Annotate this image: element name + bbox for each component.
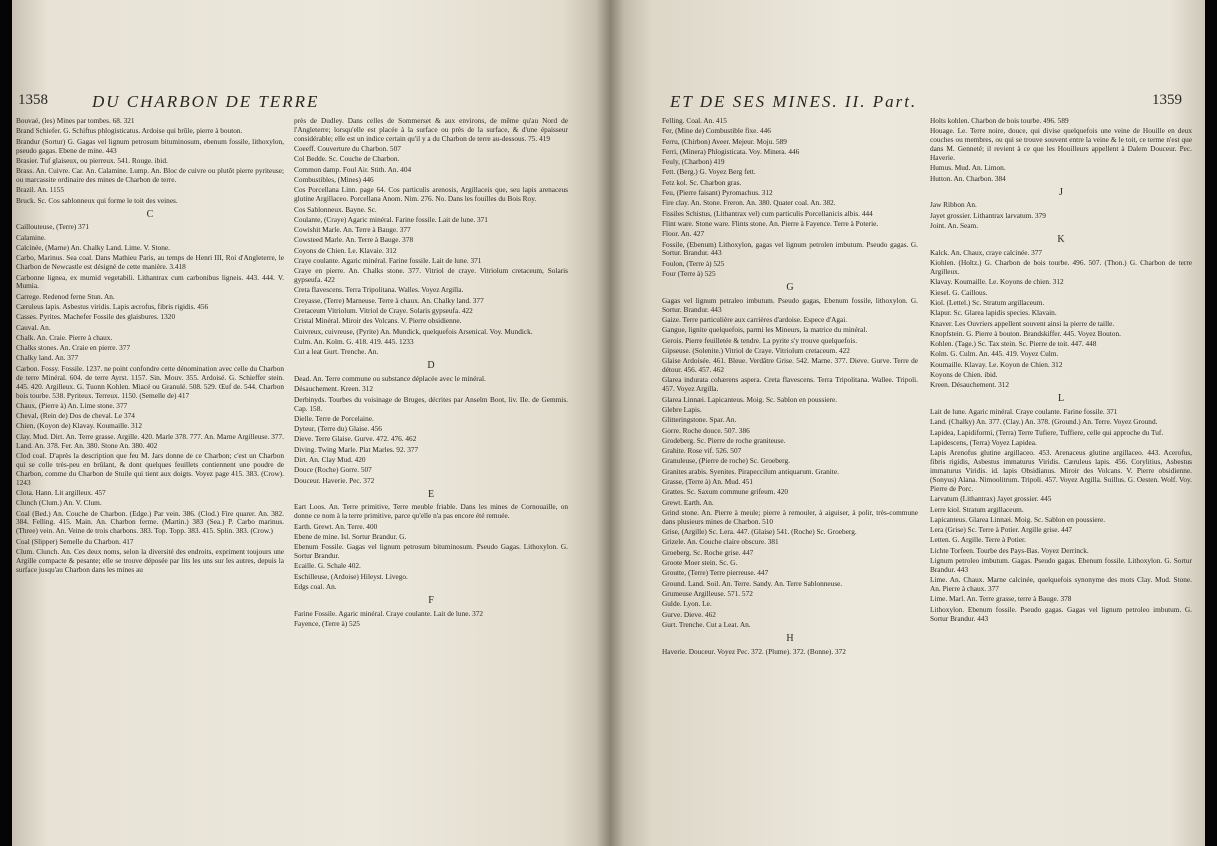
- index-entry: Gipseuse. (Solenite.) Vitriol de Craye. Vitriolum cretaceum. 422: [662, 345, 850, 355]
- index-entry: Gerois. Pierre feuilletée & tendre. La pyrite s'y trouve quelquefois.: [662, 335, 858, 345]
- index-entry: Kreen. Désauchement. 312: [930, 380, 1010, 390]
- index-entry: Brasier. Tuf glaiseux, ou pierreux. 541. Rouge. ibid.: [16, 155, 168, 165]
- index-entry: Common damp. Foul Air. Stith. An. 404: [294, 164, 412, 174]
- index-entry: Kalck. An. Chaux, craye calcinée. 377: [930, 247, 1043, 257]
- index-entry: Lapidea, Lapidiformi, (Terra) Terre Tufiere, Tuffiere, celle qui approche du Tuf.: [930, 427, 1164, 437]
- index-entry: Ebene de mine. Isl. Sortur Brandur. G.: [294, 531, 407, 541]
- index-entry: Haverie. Douceur. Voyez Pec. 372. (Plume). 372. (Bonne). 372: [662, 646, 846, 656]
- index-entry: Fossile, (Ebenum) Lithoxylon, gagas vel lignum petrolen imbutum. Pseudo gagas. G. Sortur. Brandur. 443: [662, 239, 918, 258]
- left-page-number: 1358: [18, 92, 48, 108]
- index-entry: Groutte, (Terre) Terre pierreuse. 447: [662, 568, 769, 578]
- index-entry: Glarea Linnæi. Lapicanteus. Moig. Sc. Sablon en poussiere.: [662, 394, 838, 404]
- index-entry: Groote Moer stein. Sc. G.: [662, 558, 738, 568]
- section-letter: G: [786, 281, 794, 293]
- section-letter: J: [1059, 186, 1063, 198]
- index-entry: Humus. Mud. An. Limon.: [930, 163, 1006, 173]
- index-entry: Fetz kol. Sc. Charbon gras.: [662, 177, 742, 187]
- index-entry: Lerre kiol. Stratum argillaceum.: [930, 504, 1024, 514]
- index-entry: Brazil. An. 1155: [16, 185, 64, 195]
- index-entry: Craye en pierre. An. Chalks stone. 377. Vitriol de craye. Vitriolum cretaceum, Solaris gypseufa. 422: [294, 266, 568, 285]
- index-entry: Lime. Marl. An. Terre grasse, terre à Bauge. 378: [930, 594, 1072, 604]
- index-entry: Cauval. An.: [16, 322, 51, 332]
- index-entry: Clod coal. D'après la description que feu M. Jars donne de ce Charbon; c'est un Charbon qui se colle très-peu en brûlant, & dont quelques feuillets contiennent une poudre de Charbon, comme du Charbon de Stuile qui tient aux doigts. Voyez page 415. 383. (Crow). 1243: [16, 450, 284, 487]
- index-entry: Lapicanteus. Glarea Linnæi. Moig. Sc. Sablon en poussiere.: [930, 514, 1106, 524]
- index-entry: Eschilleuse, (Ardoise) Hileyst. Livego.: [294, 571, 408, 581]
- index-entry: Gurve. Dieve. 462: [662, 609, 716, 619]
- index-entry: Gorre. Roche douce. 507. 386: [662, 425, 750, 435]
- index-entry: Kohlen. (Tage.) Sc. Tax stein. Sc. Pierre de toit. 447. 448: [930, 339, 1097, 349]
- index-entry: Eart Loos. An. Terre primitive, Terre meuble friable. Dans les mines de Cornouaille, on donne ce nom à la terre primitive, parce qu'elle n'a pas encore été remuée.: [294, 502, 568, 521]
- index-entry: Chalk. An. Craie. Pierre à chaux.: [16, 332, 113, 342]
- index-entry: Lignum petroleo imbutum. Gagas. Pseudo gagas. Ebenum fossile. Lithoxylon. G. Sortur Brandur. 443: [930, 556, 1192, 574]
- index-entry: Coeeff. Couverture du Charbon. 507: [294, 144, 401, 154]
- index-entry: Grodeberg. Sc. Pierre de roche graniteuse.: [662, 435, 786, 445]
- index-entry: Houage. Le. Terre noire, douce, qui divise quelquefois une veine de Houille en deux couches ou membres, ou qui se trouve souvent entre la veine & le toit, ce terme n'est que dans M. Genneté; il revient à ce que les Houilleurs appellent à Dalem Douceur. Pec. Haverie.: [930, 126, 1192, 163]
- index-entry: Coulante, (Craye) Agaric minéral. Farine fossile. Lait de lune. 371: [294, 214, 488, 224]
- left-running-title: DU CHARBON DE TERRE: [92, 92, 320, 111]
- index-entry: Coal (Slipper) Semelle du Charbon. 417: [16, 536, 134, 546]
- right-page: [610, 0, 1205, 846]
- index-entry: Craye coulante. Agaric minéral. Farine fossile. Lait de lune. 371: [294, 255, 482, 265]
- section-letter: C: [146, 208, 154, 220]
- index-entry: Jayet grossier. Lithantrax larvatum. 379: [930, 210, 1046, 220]
- index-entry: Casses. Pyrites. Machefer Fossile des glaisbures. 1320: [16, 312, 176, 322]
- index-entry: Cowishit Marle. An. Terre à Bauge. 377: [294, 225, 411, 235]
- index-entry: Grewt. Earth. An.: [662, 497, 714, 507]
- index-entry: Bruck. Sc. Cos sablonneux qui forme le toit des veines.: [16, 195, 178, 205]
- index-entry: Knaver. Les Ouvriers appellent souvent ainsi la pierre de taille.: [930, 318, 1115, 328]
- index-entry: Douceur. Haverie. Pec. 372: [294, 475, 375, 485]
- index-entry: Kiol. (Lettel.) Sc. Stratum argillaceum.: [930, 297, 1045, 307]
- index-entry: Culm. An. Kolm. G. 418. 419. 445. 1233: [294, 336, 414, 346]
- index-entry: Cheval, (Rein de) Dos de cheval. Le 374: [16, 411, 135, 421]
- index-entry: Clum. Clunch. An. Ces deux noms, selon la diversité des endroits, expriment toujours une Argille compacte & pesante; elle se trouve déposée par lits les uns sur les autres, depuis la surface jusqu'au Charbon dans les mines au: [16, 546, 284, 574]
- index-entry: Fayence, (Terre à) 525: [294, 619, 360, 629]
- index-entry: Caillouteuse, (Terre) 371: [16, 222, 90, 232]
- index-entry: Holts kohlen. Charbon de bois tourbe. 496. 589: [930, 116, 1069, 125]
- index-entry: Grizele. An. Couche claire obscure. 381: [662, 537, 779, 547]
- index-entry: Grumeuse Argilleuse. 571. 572: [662, 588, 753, 598]
- index-entry: Kiesel. G. Caillous.: [930, 287, 988, 297]
- index-entry: Cæruleus lapis. Asbestus viridis. Lapis æcrofus, fibris rigidis. 456: [16, 302, 209, 311]
- index-entry: Fissiles Schistus, (Lithantrax vel) cum particulis Porcellanicis albis. 444: [662, 208, 873, 218]
- index-entry: Cos Sablonneux. Bayne. Sc.: [294, 204, 377, 214]
- index-entry: Douce (Roche) Gorre. 507: [294, 465, 372, 475]
- index-entry: Désauchement. Kreen. 312: [294, 384, 374, 394]
- index-entry: Dieve. Terre Glaise. Gurve. 472. 476. 462: [294, 434, 417, 444]
- index-entry: Glebre Lapis.: [662, 404, 702, 414]
- index-entry: Carbo, Marinus. Sea coal. Dans Mathieu Paris, au temps de Henri III, Roi d'Angleterre, le Charbon de Newcastle est désigné de cette manière. 3.418: [16, 253, 284, 272]
- index-entry: Creyasse, (Terre) Marneuse. Terre à chaux. An. Chalky land. 377: [294, 295, 484, 305]
- index-entry: Carrege. Redenod ferne Stun. An.: [16, 291, 115, 301]
- left-column-2: [294, 117, 568, 630]
- index-entry: Ebenum Fossile. Gagas vel lignum petrosum bituminosum. Pseudo Gagas. Lithoxylon. G. Sortur Brandur.: [294, 542, 568, 561]
- index-entry: Brandur (Sortur) G. Gagas vel lignum petrosum bituminosum, ebenum fossile, lithoxylon, pseudo gagas. Ebene de mine. 443: [16, 136, 284, 155]
- index-entry: Brass. An. Cuivre. Car. An. Calamine. Lump. An. Bloc de cuivre ou plutôt pierre pyriteuse; ou marcassite ordinaire des mines de Charbon de terre.: [16, 166, 284, 184]
- section-letter: E: [427, 488, 435, 500]
- left-column-1: [16, 117, 284, 576]
- index-entry: Farine Fossile. Agaric minéral. Craye coulante. Lait de lune. 372: [294, 608, 484, 618]
- section-letter: F: [428, 594, 434, 606]
- index-entry: Gagas vel lignum petraleo imbutum. Pseudo gagas, Ebenum fossile, lithoxylon. G. Sortur. Brandur. 443: [662, 295, 918, 314]
- index-entry: Glarea indurata cohærens aspera. Creta flavescens. Terra Tripolitana. Wallee. Tripoli. 457. Voyez Argilla.: [662, 375, 918, 394]
- index-entry: Cuivreux, cuivreuse, (Pyrite) An. Mundick, quelquefois Arsenical. Voy. Mundick.: [294, 326, 533, 336]
- index-entry: Jaw Ribbon An.: [930, 200, 977, 210]
- section-letter: L: [1057, 393, 1065, 405]
- index-entry: Dead. An. Terre commune ou substance déplacée avec le minéral.: [294, 374, 486, 384]
- index-entry: Dirt. An. Clay Mud. 420: [294, 455, 366, 465]
- index-entry: Floor. An. 427: [662, 229, 705, 239]
- index-entry: Grahite. Rose vif. 526. 507: [662, 446, 742, 456]
- index-entry: Cos Porcellana Linn. page 64. Cos particulis arenosis, Argillaceis que, seu lapis arenaceus glutine Argillaceo. Porcellana Anom. Nim. 276. No. Dans les fouilles du Bois Roy.: [294, 185, 568, 204]
- left-page: [12, 0, 610, 846]
- index-entry: Fer, (Mine de) Combustible fixe. 446: [662, 126, 771, 136]
- index-entry: Cristal Minéral. Miroir des Volcans. V. Pierre obsidienne.: [294, 316, 462, 326]
- index-entry: Glitteringstone. Spar. An.: [662, 415, 737, 425]
- index-entry: Lithoxylon. Ebenum fossile. Pseudo gagas. Gagas vel lignum petroleo imbutum. G. Sortur Brandur. 443: [930, 604, 1192, 623]
- index-entry: Fire clay. An. Stone. Freron. An. 380. Quater coal. An. 382.: [662, 198, 836, 208]
- index-entry: Granuleuse, (Pierre de roche) Sc. Groeberg.: [662, 456, 790, 466]
- index-entry: Kolm. G. Culm. An. 445. 419. Voyez Culm.: [930, 349, 1059, 359]
- index-entry: Edgs coal. An.: [294, 582, 337, 592]
- index-entry: Letten. G. Argille. Terre à Potier.: [930, 535, 1026, 545]
- index-entry: Granites arabis. Syenites. Pirapeccilum antiquarum. Granite.: [662, 466, 839, 476]
- index-entry: Coyons de Chien. Le. Klavaie. 312: [294, 245, 397, 255]
- right-column-1: [662, 117, 918, 658]
- index-entry: Carbon. Fossy. Fossile. 1237. ne point confondre cette dénomination avec celle du Charbon de terre Minéral. 604. de terre Ayrst. 1157. Sin. Mouv. 355. Ardoisé. G. Schieffer stein. 445. 420. Argilleux. G. Tuonn Kohlen. Miacé ou Granulé. 508. 529. Œuf de. 544. Charbon bois tourbe. 538. Pyriteux. Terreux. 1150. (Semelle de) 417: [16, 363, 284, 400]
- index-entry: Dyteur, (Terre du) Glaise. 456: [294, 424, 382, 434]
- index-entry: Hutton. An. Charbon. 384: [930, 173, 1006, 183]
- index-entry: Creta flavescens. Terra Tripolitana. Walles. Voyez Argilla.: [294, 285, 464, 295]
- index-entry: Flint ware. Stone ware. Flints stone. An. Pierre à Fayence. Terre à Poterie.: [662, 218, 879, 228]
- index-entry: Calcinée, (Marne) An. Chalky Land. Lime. V. Stone.: [16, 243, 170, 252]
- index-entry: Ferru, (Chirbon) Aveer. Mejeur. Moju. 589: [662, 136, 787, 146]
- index-entry: Combustibles, (Mines) 446: [294, 175, 374, 184]
- index-entry: Chalks stones. An. Craie en pierre. 377: [16, 343, 131, 353]
- index-entry: Chien, (Koyon de) Klavay. Koumaille. 312: [16, 421, 142, 431]
- index-entry: Diving. Twing Marle. Plat Marles. 92. 377: [294, 444, 419, 454]
- index-entry: Clay. Mud. Dirt. An. Terre grasse. Argille. 420. Marle 378. 777. An. Marne Argilleuse. 377. Land. An. 378. Fer. An. 380. Stone An. 380. 402: [16, 431, 284, 450]
- index-entry: Col Bedde. Sc. Couche de Charbon.: [294, 154, 400, 164]
- index-entry: Groeberg. Sc. Roche grise. 447: [662, 547, 754, 557]
- index-entry: Grind stone. An. Pierre à meule; pierre à remouler, à aiguiser, à polir, très-commune dans plusieurs mines de Charbon. 510: [662, 507, 918, 526]
- index-entry: Joint. An. Seam.: [930, 221, 979, 231]
- index-entry: Chaux, (Pierre à) An. Lime stone. 377: [16, 400, 128, 410]
- index-entry: Bouvaé, (les) Mines par tombes. 68. 321: [16, 116, 135, 125]
- index-entry: Clunch (Clum.) An. V. Clum.: [16, 498, 102, 508]
- index-entry: Grasse, (Terre à) An. Mud. 451: [662, 477, 754, 487]
- section-letter: K: [1057, 233, 1065, 245]
- right-page-number: 1359: [1152, 92, 1182, 108]
- index-entry: Lapis Arenofus glutine argillaceo. 453. Arenaceus glutine argillaceo. 443. Acerofus, fibris rigidis, Asbestus immaturus Viridis. Cæruleus lapis. 456. Corylitius, Asbestus immaturus Viridis. id. lapis Obsidianus. Miroir des Volcans. V. Pierre obsidienne. (Sonyus) Alana. Nimoolitrum. Tripoli. 457. Voyez Argilla. Suillus. G. Oesten. Wolf. Voy. Pierre de Porc.: [930, 448, 1192, 493]
- index-entry: Four (Terre à) 525: [662, 269, 716, 279]
- index-entry: Feuly, (Charbon) 419: [662, 157, 725, 167]
- section-letter: H: [786, 632, 794, 644]
- index-entry: Klapur. Sc. Glarea lapidis species. Klavain.: [930, 308, 1057, 318]
- index-entry: Dielle. Terre de Porcelaine.: [294, 413, 374, 423]
- index-entry: Chalky land. An. 377: [16, 353, 79, 363]
- index-entry: Brand Schiefer. G. Schiftus phlogisticatus. Ardoise qui brûle, pierre à bouton.: [16, 126, 243, 136]
- index-entry: Coal (Bed.) An. Couche de Charbon. (Edge.) Par vein. 386. (Clod.) Fire quarer. An. 382. 384. Felling. 415. Main. An. Charbon ferme. (Martin.) 383 (Sea.) P. Carbo marinus. (Three) vein. An. Veine de trois charbons. 383. Top. Topp. 383. 415. Splin. 383. (Crow.): [16, 508, 284, 536]
- index-entry: Grise, (Argille) Sc. Lera. 447. (Glaise) 541. (Roche) Sc. Groeberg.: [662, 527, 857, 537]
- index-entry: Gangue, lignite quelquefois, parmi les Mineurs, la matrice du minéral.: [662, 325, 868, 335]
- index-entry: Derbinyds. Tourbes du voisinage de Bruges, décrites par Anselm Boot, liv. IIe. de Gemmis. Cap. 158.: [294, 394, 568, 413]
- index-entry: Fett. (Berg.) G. Voyez Berg fett.: [662, 167, 756, 177]
- index-entry: Feu, (Pierre faisant) Pyromachus. 312: [662, 188, 773, 198]
- index-entry: Kiohlen. (Holtz.) G. Charbon de bois tourbe. 496. 507. (Thon.) G. Charbon de terre Argilleux.: [930, 258, 1192, 277]
- index-entry: Koumaille. Klavay. Le. Koyon de Chien. 312: [930, 359, 1063, 369]
- index-entry: Knopfstein. G. Pierre à bouton. Brandskiffer. 445. Voyez Bouton.: [930, 328, 1121, 338]
- index-entry: Land. (Chalky) An. 377. (Clay.) An. 378. (Ground.) An. Terre. Voyez Ground.: [930, 417, 1158, 427]
- index-entry: Glaise Ardoisée. 461. Bleue. Verdâtre Grise. 542. Marne. 377. Dieve. Gurve. Terre de détour. 456. 457. 462: [662, 356, 918, 375]
- index-entry: Gulde. Lyon. Le.: [662, 599, 712, 609]
- right-column-2: [930, 117, 1192, 625]
- index-entry: Lapidescens, (Terra) Voyez Lapidea.: [930, 438, 1037, 447]
- right-running-title: ET DE SES MINES. II. Part.: [670, 92, 918, 111]
- index-entry: Foulon, (Terre à) 525: [662, 258, 725, 268]
- index-entry: Grattes. Sc. Saxum commune grifeum. 420: [662, 487, 789, 497]
- index-entry: Clota. Hann. Lit argilleux. 457: [16, 487, 106, 497]
- index-entry: Cretaceum Vitriolum. Vitriol de Craye. Solaris gypseufa. 422: [294, 306, 473, 316]
- index-entry: Earth. Grewt. An. Terre. 400: [294, 521, 378, 531]
- index-entry: Klavay. Koumaille. Le. Koyons de chien. 312: [930, 277, 1064, 287]
- section-letter: D: [427, 360, 435, 372]
- index-entry: Felling. Coal. An. 415: [662, 116, 727, 125]
- index-entry: Cowsteed Marle. An. Terre à Bauge. 378: [294, 235, 414, 245]
- index-entry: Gurt. Trenche. Cut a Leat. An.: [662, 619, 751, 629]
- index-entry: Lait de lune. Agaric minéral. Craye coulante. Farine fossile. 371: [930, 407, 1118, 417]
- index-entry: près de Dudley. Dans celles de Sommerset & aux environs, de même qu'au Nord de l'Angleterre; lorsqu'elle est placée à la surface ou près de la surface, & d'une épaisseur considérable; elle est un indice certain qu'il y a du Charbon de terre au-dessous. 75. 419: [294, 116, 568, 143]
- book-gutter: [596, 0, 624, 846]
- index-entry: Koyons de Chien. ibid.: [930, 370, 998, 379]
- index-entry: Cut a leat Gurt. Trenche. An.: [294, 347, 379, 357]
- index-entry: Calamine.: [16, 232, 46, 242]
- index-entry: Lera (Grise) Sc. Terre à Potier. Argille grise. 447: [930, 525, 1073, 535]
- index-entry: Ecaille. G. Schale 402.: [294, 561, 361, 571]
- index-entry: Ferri, (Minera) Phlogisticata. Voy. Minera. 446: [662, 146, 800, 156]
- index-entry: Lichte Torfeen. Tourbe des Pays-Bas. Voyez Derrinck.: [930, 545, 1089, 555]
- index-entry: Carbonne lignea, ex mumid vegetabili. Lithantrax cum carbonibus ligneis. 443. 444. V. Mumia.: [16, 272, 284, 291]
- index-entry: Lime. An. Chaux. Marne calcinée, quelquefois synonyme des mots Clay. Mud. Stone. An. Pierre à chaux. 377: [930, 575, 1192, 594]
- index-entry: Ground. Land. Soil. An. Terre. Sandy. An. Terre Sablonneuse.: [662, 578, 843, 588]
- index-entry: Gaize. Terre particulière aux carrières d'ardoise. Espece d'Agai.: [662, 315, 848, 325]
- index-entry: Larvatum (Lithantrax) Jayet grossier. 445: [930, 494, 1052, 504]
